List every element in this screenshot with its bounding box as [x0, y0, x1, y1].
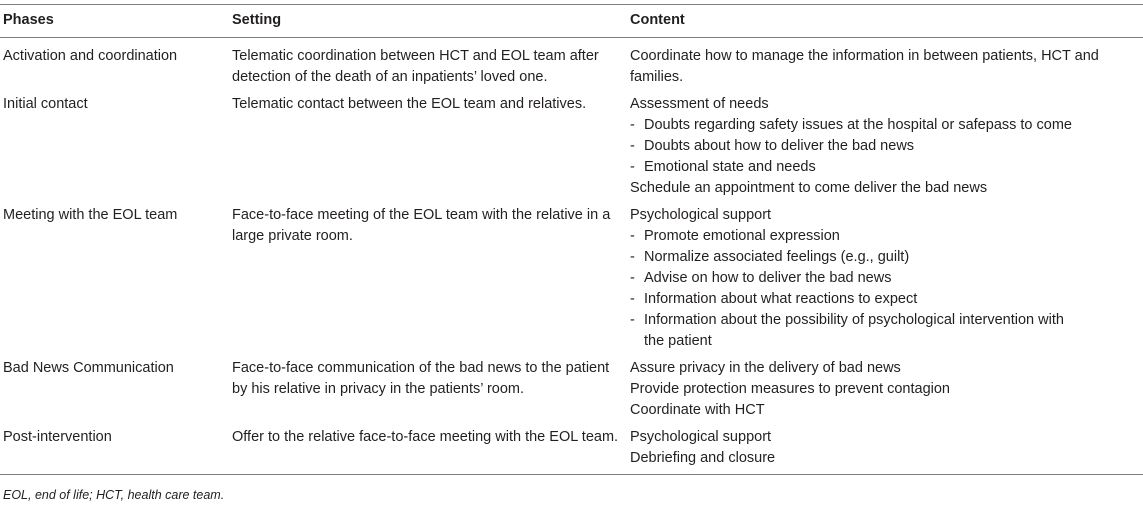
- bullet-dash: -: [630, 270, 635, 286]
- phase-cell: Initial contact: [3, 96, 88, 112]
- content-line: Assure privacy in the delivery of bad news: [630, 360, 901, 376]
- header-phases: Phases: [0, 5, 229, 38]
- content-line: Psychological support: [630, 207, 772, 223]
- phase-cell: Meeting with the EOL team: [3, 207, 178, 223]
- table-row: [0, 425, 1143, 475]
- bullet-dash: -: [630, 312, 635, 328]
- setting-cell: Face-to-face meeting of the EOL team with the relative in a large private room.: [232, 207, 611, 244]
- content-line: Schedule an appointment to come deliver the bad news: [630, 180, 988, 196]
- phase-cell: Activation and coordination: [3, 48, 178, 64]
- document-page: [0, 4, 1143, 509]
- content-cell: [623, 92, 1143, 203]
- bullet-dash: -: [630, 291, 635, 307]
- content-line: Debriefing and closure: [630, 450, 776, 466]
- content-bullet-item: [630, 136, 1140, 157]
- bullet-text: Promote emotional expression: [644, 228, 840, 244]
- content-bullet-item: [630, 115, 1140, 136]
- content-bullet-item: [630, 268, 1140, 289]
- content-bullet-item: [630, 157, 1140, 178]
- table-header-row: [0, 5, 1143, 38]
- content-bullet-item: [630, 289, 1140, 310]
- bullet-text: Advise on how to deliver the bad news: [644, 270, 892, 286]
- table-footnote: EOL, end of life; HCT, health care team.: [3, 488, 225, 502]
- setting-cell: Telematic contact between the EOL team and relatives.: [232, 96, 587, 112]
- content-line: Psychological support: [630, 429, 772, 445]
- bullet-text: Doubts about how to deliver the bad news: [644, 138, 915, 154]
- bullet-text: Emotional state and needs: [644, 159, 816, 175]
- bullet-dash: -: [630, 159, 635, 175]
- phases-table: [0, 4, 1143, 475]
- setting-cell: Telematic coordination between HCT and EOL team after detection of the death of an inpatients’ loved one.: [232, 48, 599, 85]
- content-cell: [623, 356, 1143, 425]
- content-cell: [623, 203, 1143, 356]
- table-row: [0, 92, 1143, 203]
- content-line: Provide protection measures to prevent contagion: [630, 381, 950, 397]
- content-cell: [623, 425, 1143, 475]
- bullet-text: Information about the possibility of psychological intervention with: [644, 312, 1064, 328]
- table-row: [0, 38, 1143, 93]
- bullet-text: Information about what reactions to expect: [644, 291, 918, 307]
- table-row: [0, 203, 1143, 356]
- bullet-text: Doubts regarding safety issues at the hospital or safepass to come: [644, 117, 1072, 133]
- content-bullet-item: [630, 247, 1140, 268]
- setting-cell: Offer to the relative face-to-face meeting with the EOL team.: [229, 425, 623, 475]
- header-content: Content: [623, 5, 1143, 38]
- content-bullet-item: [630, 310, 1140, 331]
- bullet-dash: -: [630, 249, 635, 265]
- phase-cell: Post-intervention: [0, 425, 229, 475]
- table-body: [0, 38, 1143, 475]
- content-cell: [623, 38, 1143, 93]
- bullet-text: Normalize associated feelings (e.g., guilt): [644, 249, 910, 265]
- bullet-dash: -: [630, 228, 635, 244]
- content-line: Coordinate with HCT: [630, 402, 765, 418]
- phase-cell: Bad News Communication: [3, 360, 174, 376]
- setting-cell: Face-to-face communication of the bad news to the patient by his relative in privacy in the patients’ room.: [232, 360, 610, 397]
- bullet-continuation: the patient: [644, 333, 712, 349]
- bullet-dash: -: [630, 117, 635, 133]
- content-line: Assessment of needs: [630, 96, 769, 112]
- header-setting: Setting: [229, 5, 623, 38]
- table-row: [0, 356, 1143, 425]
- content-bullet-item: [630, 226, 1140, 247]
- bullet-dash: -: [630, 138, 635, 154]
- content-line: Coordinate how to manage the information in between patients, HCT and families.: [630, 48, 1099, 85]
